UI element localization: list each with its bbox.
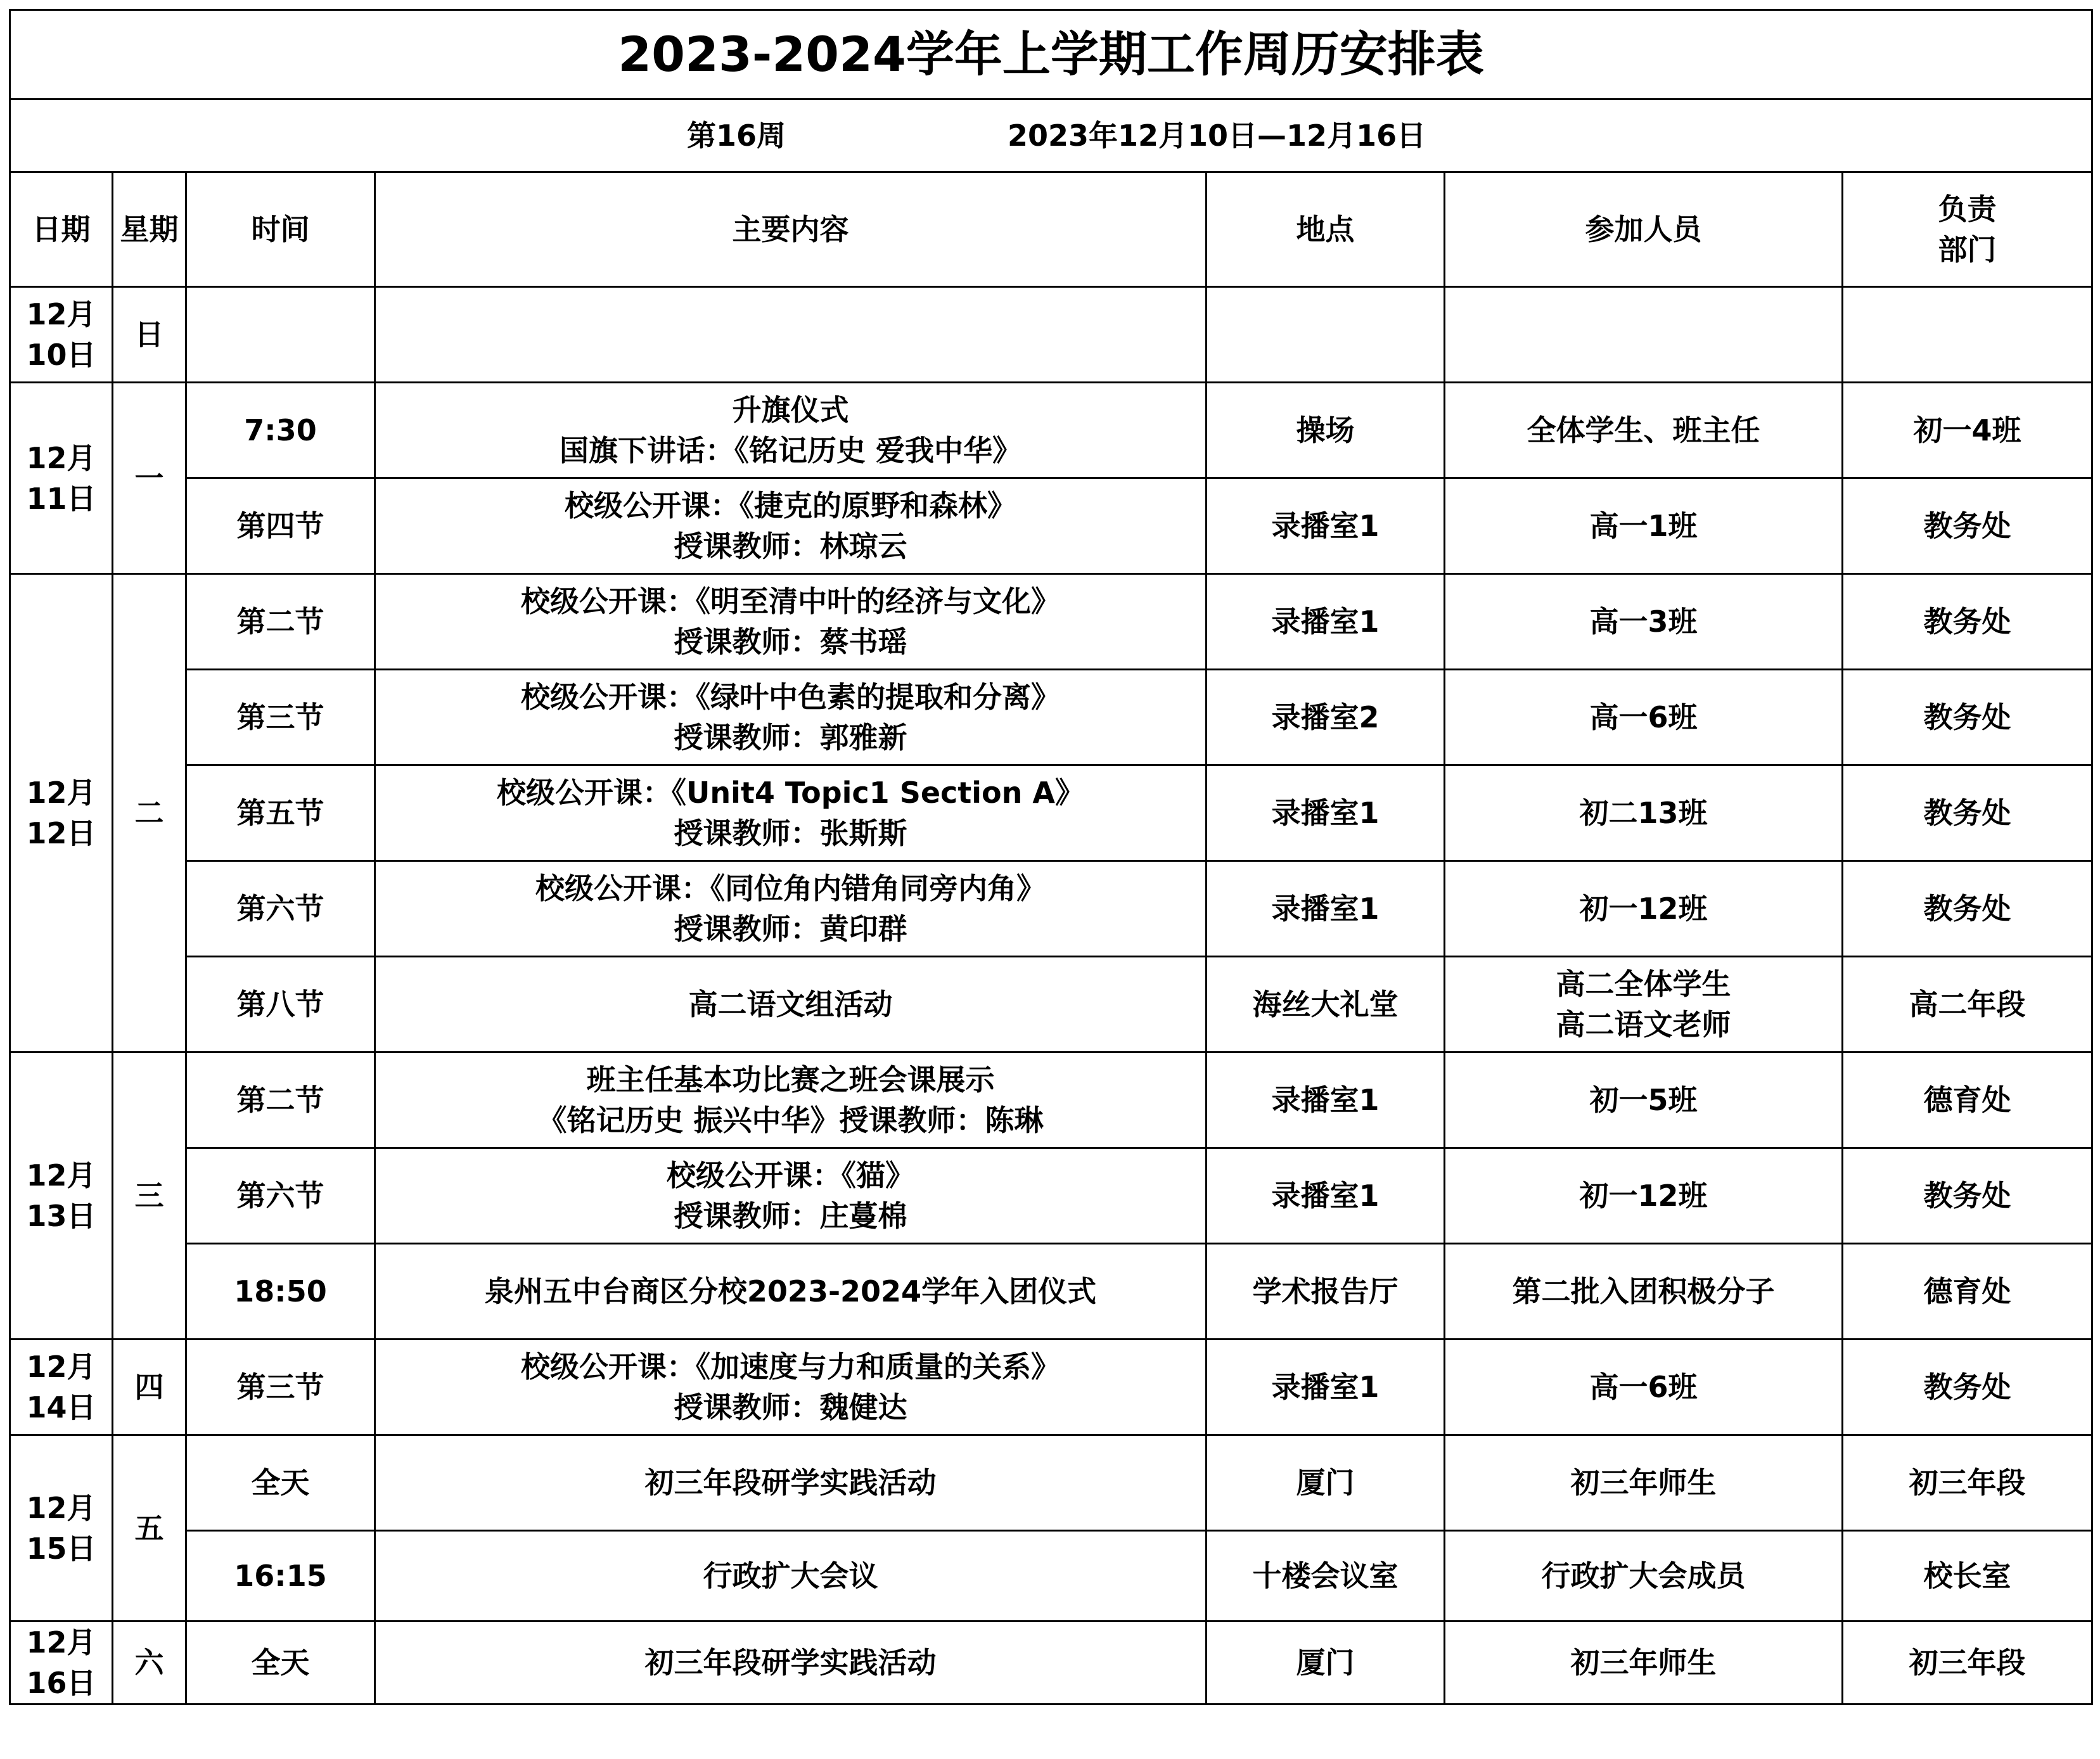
cell-department: 德育处	[1843, 1052, 2092, 1148]
cell-participants: 高一1班	[1445, 478, 1843, 574]
header-row	[10, 172, 2092, 287]
table-row	[10, 670, 2092, 765]
cell-participants: 高一3班	[1445, 574, 1843, 670]
cell-content: 班主任基本功比赛之班会课展示 《铭记历史 振兴中华》授课教师：陈琳	[375, 1052, 1207, 1148]
table-row	[10, 287, 2092, 383]
cell-time: 16:15	[186, 1531, 375, 1621]
cell-date: 12月 13日	[10, 1052, 113, 1340]
header-time: 时间	[186, 172, 375, 287]
table-row	[10, 478, 2092, 574]
cell-department: 高二年段	[1843, 957, 2092, 1052]
cell-time: 全天	[186, 1435, 375, 1531]
cell-department: 初一4班	[1843, 383, 2092, 478]
cell-date: 12月 10日	[10, 287, 113, 383]
cell-content	[375, 287, 1207, 383]
page-title: 2023-2024学年上学期工作周历安排表	[10, 10, 2092, 99]
table-row	[10, 1621, 2092, 1705]
cell-participants	[1445, 287, 1843, 383]
cell-time: 第六节	[186, 861, 375, 957]
cell-participants: 高二全体学生 高二语文老师	[1445, 957, 1843, 1052]
cell-location: 录播室1	[1207, 478, 1445, 574]
cell-participants: 全体学生、班主任	[1445, 383, 1843, 478]
cell-date: 12月 16日	[10, 1621, 113, 1705]
cell-time: 7:30	[186, 383, 375, 478]
cell-location: 十楼会议室	[1207, 1531, 1445, 1621]
cell-content: 初三年段研学实践活动	[375, 1621, 1207, 1705]
cell-location: 录播室1	[1207, 1340, 1445, 1435]
table-row	[10, 765, 2092, 861]
table-row	[10, 574, 2092, 670]
cell-time: 第八节	[186, 957, 375, 1052]
cell-location: 录播室1	[1207, 1148, 1445, 1244]
cell-location: 录播室1	[1207, 1052, 1445, 1148]
cell-location: 录播室1	[1207, 765, 1445, 861]
cell-time: 第二节	[186, 1052, 375, 1148]
cell-time	[186, 287, 375, 383]
cell-department: 教务处	[1843, 765, 2092, 861]
cell-department: 教务处	[1843, 1148, 2092, 1244]
cell-date: 12月 14日	[10, 1340, 113, 1435]
cell-time: 第二节	[186, 574, 375, 670]
cell-time: 第五节	[186, 765, 375, 861]
cell-location	[1207, 287, 1445, 383]
cell-participants: 高一6班	[1445, 670, 1843, 765]
table-row	[10, 957, 2092, 1052]
cell-participants: 第二批入团积极分子	[1445, 1244, 1843, 1340]
cell-content: 校级公开课：《捷克的原野和森林》 授课教师：林琼云	[375, 478, 1207, 574]
cell-content: 校级公开课：《Unit4 Topic1 Section A》 授课教师：张斯斯	[375, 765, 1207, 861]
cell-weekday: 五	[113, 1435, 186, 1621]
cell-time: 第三节	[186, 670, 375, 765]
table-row	[10, 1435, 2092, 1531]
cell-participants: 初一5班	[1445, 1052, 1843, 1148]
cell-location: 厦门	[1207, 1621, 1445, 1705]
cell-date: 12月 15日	[10, 1435, 113, 1621]
cell-weekday: 二	[113, 574, 186, 1052]
cell-participants: 初三年师生	[1445, 1621, 1843, 1705]
cell-time: 第六节	[186, 1148, 375, 1244]
cell-location: 学术报告厅	[1207, 1244, 1445, 1340]
table-row	[10, 1340, 2092, 1435]
cell-location: 海丝大礼堂	[1207, 957, 1445, 1052]
table-row	[10, 1531, 2092, 1621]
cell-participants: 初二13班	[1445, 765, 1843, 861]
cell-department: 教务处	[1843, 478, 2092, 574]
cell-participants: 初三年师生	[1445, 1435, 1843, 1531]
cell-weekday: 四	[113, 1340, 186, 1435]
header-participants: 参加人员	[1445, 172, 1843, 287]
cell-participants: 初一12班	[1445, 861, 1843, 957]
cell-department: 初三年段	[1843, 1435, 2092, 1531]
cell-weekday: 日	[113, 287, 186, 383]
header-content: 主要内容	[375, 172, 1207, 287]
cell-department: 初三年段	[1843, 1621, 2092, 1705]
table-row	[10, 1244, 2092, 1340]
cell-weekday: 三	[113, 1052, 186, 1340]
cell-content: 校级公开课：《加速度与力和质量的关系》 授课教师：魏健达	[375, 1340, 1207, 1435]
cell-time: 全天	[186, 1621, 375, 1705]
schedule-table	[9, 9, 2093, 1705]
cell-participants: 高一6班	[1445, 1340, 1843, 1435]
cell-content: 校级公开课：《明至清中叶的经济与文化》 授课教师：蔡书瑶	[375, 574, 1207, 670]
cell-participants: 初一12班	[1445, 1148, 1843, 1244]
cell-department: 校长室	[1843, 1531, 2092, 1621]
cell-content: 校级公开课：《绿叶中色素的提取和分离》 授课教师：郭雅新	[375, 670, 1207, 765]
header-weekday: 星期	[113, 172, 186, 287]
date-range: 2023年12月10日—12月16日	[1008, 118, 1426, 153]
cell-date: 12月 12日	[10, 574, 113, 1052]
cell-location: 操场	[1207, 383, 1445, 478]
cell-location: 录播室1	[1207, 861, 1445, 957]
cell-participants: 行政扩大会成员	[1445, 1531, 1843, 1621]
table-row	[10, 861, 2092, 957]
cell-department	[1843, 287, 2092, 383]
header-location: 地点	[1207, 172, 1445, 287]
cell-content: 校级公开课：《同位角内错角同旁内角》 授课教师：黄印群	[375, 861, 1207, 957]
cell-time: 第四节	[186, 478, 375, 574]
table-row	[10, 1148, 2092, 1244]
cell-weekday: 六	[113, 1621, 186, 1705]
cell-location: 录播室2	[1207, 670, 1445, 765]
cell-time: 18:50	[186, 1244, 375, 1340]
cell-location: 厦门	[1207, 1435, 1445, 1531]
cell-time: 第三节	[186, 1340, 375, 1435]
cell-department: 德育处	[1843, 1244, 2092, 1340]
header-date: 日期	[10, 172, 113, 287]
cell-content: 高二语文组活动	[375, 957, 1207, 1052]
week-number: 第16周	[686, 118, 786, 153]
cell-content: 泉州五中台商区分校2023-2024学年入团仪式	[375, 1244, 1207, 1340]
week-info	[10, 99, 2092, 172]
header-department: 负责 部门	[1843, 172, 2092, 287]
cell-location: 录播室1	[1207, 574, 1445, 670]
cell-date: 12月 11日	[10, 383, 113, 574]
cell-department: 教务处	[1843, 670, 2092, 765]
table-row	[10, 1052, 2092, 1148]
cell-weekday: 一	[113, 383, 186, 574]
cell-department: 教务处	[1843, 861, 2092, 957]
cell-content: 初三年段研学实践活动	[375, 1435, 1207, 1531]
cell-department: 教务处	[1843, 1340, 2092, 1435]
cell-department: 教务处	[1843, 574, 2092, 670]
cell-content: 校级公开课：《猫》 授课教师：庄蔓棉	[375, 1148, 1207, 1244]
cell-content: 升旗仪式 国旗下讲话：《铭记历史 爱我中华》	[375, 383, 1207, 478]
cell-content: 行政扩大会议	[375, 1531, 1207, 1621]
table-row	[10, 383, 2092, 478]
